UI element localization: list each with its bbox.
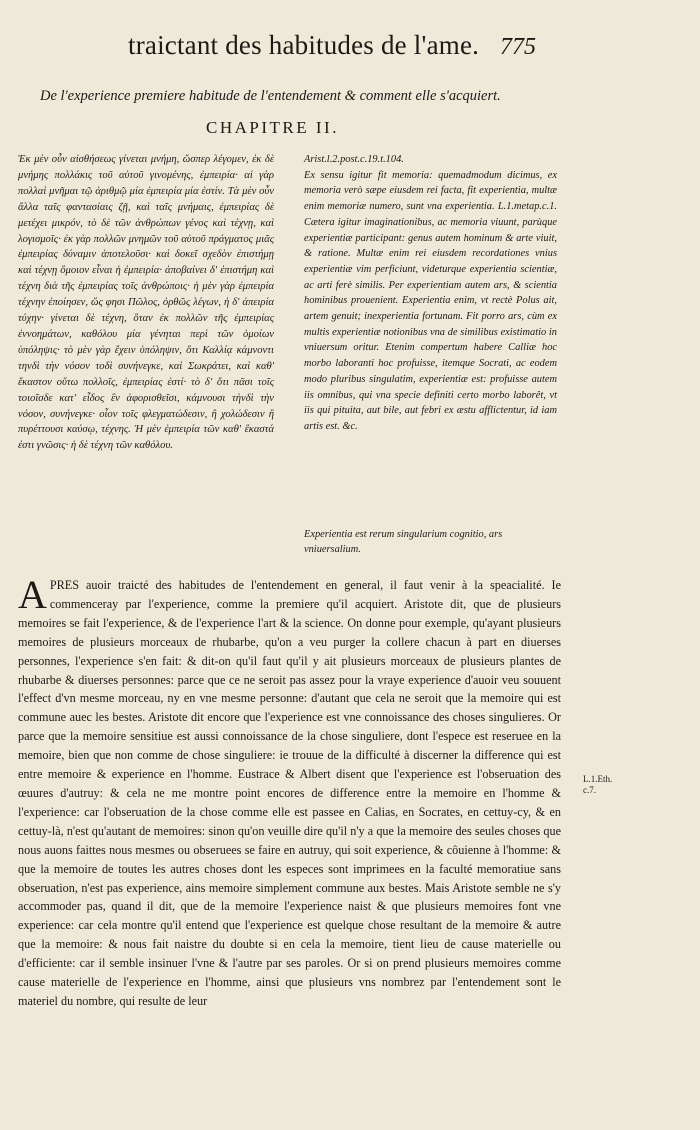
margin-reference-note: L.1.Eth. c.7. bbox=[583, 774, 613, 795]
running-title: traictant des habitudes de l'ame. bbox=[128, 30, 480, 60]
section-heading: De l'experience premiere habitude de l'entendement & comment elle s'acquiert. bbox=[40, 88, 501, 104]
page-number: 775 bbox=[500, 34, 536, 60]
latin-reference: Arist.l.2.post.c.19.t.104. bbox=[304, 154, 404, 165]
chapter-title: CHAPITRE II. bbox=[206, 118, 339, 137]
latin-translation-column bbox=[304, 152, 557, 435]
main-body-paragraph: PRES auoir traicté des habitudes de l'entendement en general, il faut venir à la speacialité. Ie commenceray par l'experience, comme la premiere qu'il acquiert. Aristote dit, que de plusieurs memoires se fait l'experience, & de l'experience l'art & la science. On donne pour exemple, qu'ayant plusieurs memoires de plusieurs morceaux de rhubarbe, qu'on a veu purger la collere chacun à part en diuerses personnes, l'experience s'en fait: & dit-on qu'il faut qu'il y ait plusieurs morceaux de plusieurs plantes de rhubarbe & diuerses personnes: parce que ce ne seroit pas assez pour la vraye experience d'auoir veu souuent l'effect d'vn mesme morceau, ny en vne mesme personne: d'autant que cela ne seroit que la memoire qui est commune auec les bestes. Aristote dit encore que l'experience est vne connoissance des choses singulieres. Or parce que la memoire sensitiue est aussi connoissance de la chose singuliere, dont l'espece est reseruee en la memoire, bien que non comme de chose singuliere: ie trouue de la difficulté à discerner la difference qui est entre memoire & experience en l'homme. Eustrace & Albert disent que l'experience est l'obseruation des œuures d'autruy: & cela ne me montre point encores de difference entre la memoire en l'homme & l'experience: car l'obseruation de la chose comme elle est passee en Calias, en Socrates, en cettuy-cy, & en cettuy-là, n'est qu'autant de memoires: sinon qu'on veuille dire qu'il n'y a que la memoire des seules choses que nous auons faittes nous mesmes ou obseruees se faire en autruy, qui soit experience, & côuienne à l'homme: & que la memoire de toutes les autres choses dont les especes sont imprimees en la faculté memoratiue sans obseruation, n'est pas experience, ains memoire simplement commune aux bestes. Mais Aristote semble ne s'y accommoder pas, quand il dit, que de la memoire l'experience naist & que plusieurs memoires font vne experience: car cela montre qu'il entend que l'experience est quelque chose resultant de la memoire & autre que la memoire: & nous fait naistre du doubte si en cela la memoire, tient lieu de cause materielle ou d'efficiente: car il semble insinuer l'vne & l'autre par ses paroles. Or si on prend plusieurs memoires comme cause materielle de l'experience en l'homme, ainsi que plusieurs vns nombrez par l'entendement sont le materiel du nombre, qui resulte de leur bbox=[18, 578, 561, 1008]
latin-translation-text: Ex sensu igitur fit memoria: quemadmodum dicimus, ex memoria verò sæpe eiusdem rei facta, fit experientia, multæ enim memoriæ numero, sunt vna experientia. L.1.metap.c.1. Cætera igitur imaginationibus, ac memoria viuunt, parùque experientiæ participant: genus autem hominum & arte viuit, & ratione. Multæ enim rei eiusdem recordationes vnius experientiæ vim perficiunt, videturque experientia scientiæ, ac arti ferè similis. Per experientiam autem ars, & scientia hominibus prouenient. Experientia enim, vt rectè Polus ait, artem genuit; inexperientia fortunam. Fit porro ars, cùm ex multis experientiæ notionibus vna de similibus existimatio in vniuersum oritur. Etenim compertum habere Calliæ hoc morbo laboranti hoc profuisse, itemque Socrati, ac eodem modo pluribus singulatim, experientiæ est: profuisse autem iis omnibus, qui vna specie definiti certo morbo laborêt, vt iis qui pituita, aut bile, aut febri ex æstu afflictentur, id iam artis est. &c. bbox=[304, 169, 557, 432]
greek-quotation-column bbox=[18, 152, 274, 454]
greek-quotation-text: Ἐκ μὲν οὖν αἰσθήσεως γίνεται μνήμη, ὥσπερ λέγομεν, ἐκ δὲ μνήμης πολλάκις τοῦ αὐτοῦ γινομένης, ἐμπειρία· αἱ γὰρ πολλαὶ μνῆμαι τῷ ἀριθμῷ μία ἐμπειρία μία ἐστίν. Τὰ μὲν οὖν ἄλλα ταῖς φαντασίαις ζῇ, καὶ ταῖς μνήμαις, ἐμπειρίας δὲ μετέχει μικρόν, τὸ δὲ τῶν ἀνθρώπων γένος καὶ τέχνῃ, καὶ λογισμοῖς· ἐκ γὰρ πολλῶν μνημῶν τοῦ αὐτοῦ πράγματος μιᾶς ἐμπειρίας δύναμιν ἀποτελοῦσι· καὶ δοκεῖ σχεδὸν ἐπιστήμῃ καὶ τέχνῃ ὅμοιον εἶναι ἡ ἐμπειρία· ἀποβαίνει δ' ἐπιστήμη καὶ τέχνη διὰ τῆς ἐμπειρίας τοῖς ἀνθρώποις· ἡ μὲν γὰρ ἐμπειρία τέχνην ἐποίησεν, ὥς φησι Πῶλος, ὀρθῶς λέγων, ἡ δ' ἀπειρία τύχην· γίνεται δὲ τέχνη, ὅταν ἐκ πολλῶν τῆς ἐμπειρίας ἐννοημάτων, καθόλου μία γένηται περὶ τῶν ὁμοίων ὑπόληψις· τὸ μὲν γὰρ ἔχειν ὑπόληψιν, ὅτι Καλλίᾳ κάμνοντι τηνδὶ τὴν νόσον τοδὶ συνήνεγκε, καὶ Σωκράτει, καὶ καθ' ἕκαστον οὕτω πολλοῖς, ἐμπειρίας ἐστί· τὸ δ' ὅτι πᾶσι τοῖς τοιοῖσδε κατ' εἶδος ἓν ἀφορισθεῖσι, κάμνουσι τὴνδὶ τὴν νόσον, συνήνεγκε· οἷον τοῖς φλεγματώδεσιν, ἢ χολώδεσιν ἢ πυρέττουσι καύσῳ, τέχνης. Ἡ μὲν ἐμπειρία τῶν καθ' ἕκαστά ἐστι γνῶσις· ἡ δὲ τέχνη τῶν καθόλου. bbox=[18, 154, 274, 452]
drop-cap: A bbox=[18, 572, 47, 617]
main-body-text bbox=[18, 572, 561, 1011]
latin-definition-note: Experientia est rerum singularium cognitio, ars vniuersalium. bbox=[304, 529, 503, 555]
